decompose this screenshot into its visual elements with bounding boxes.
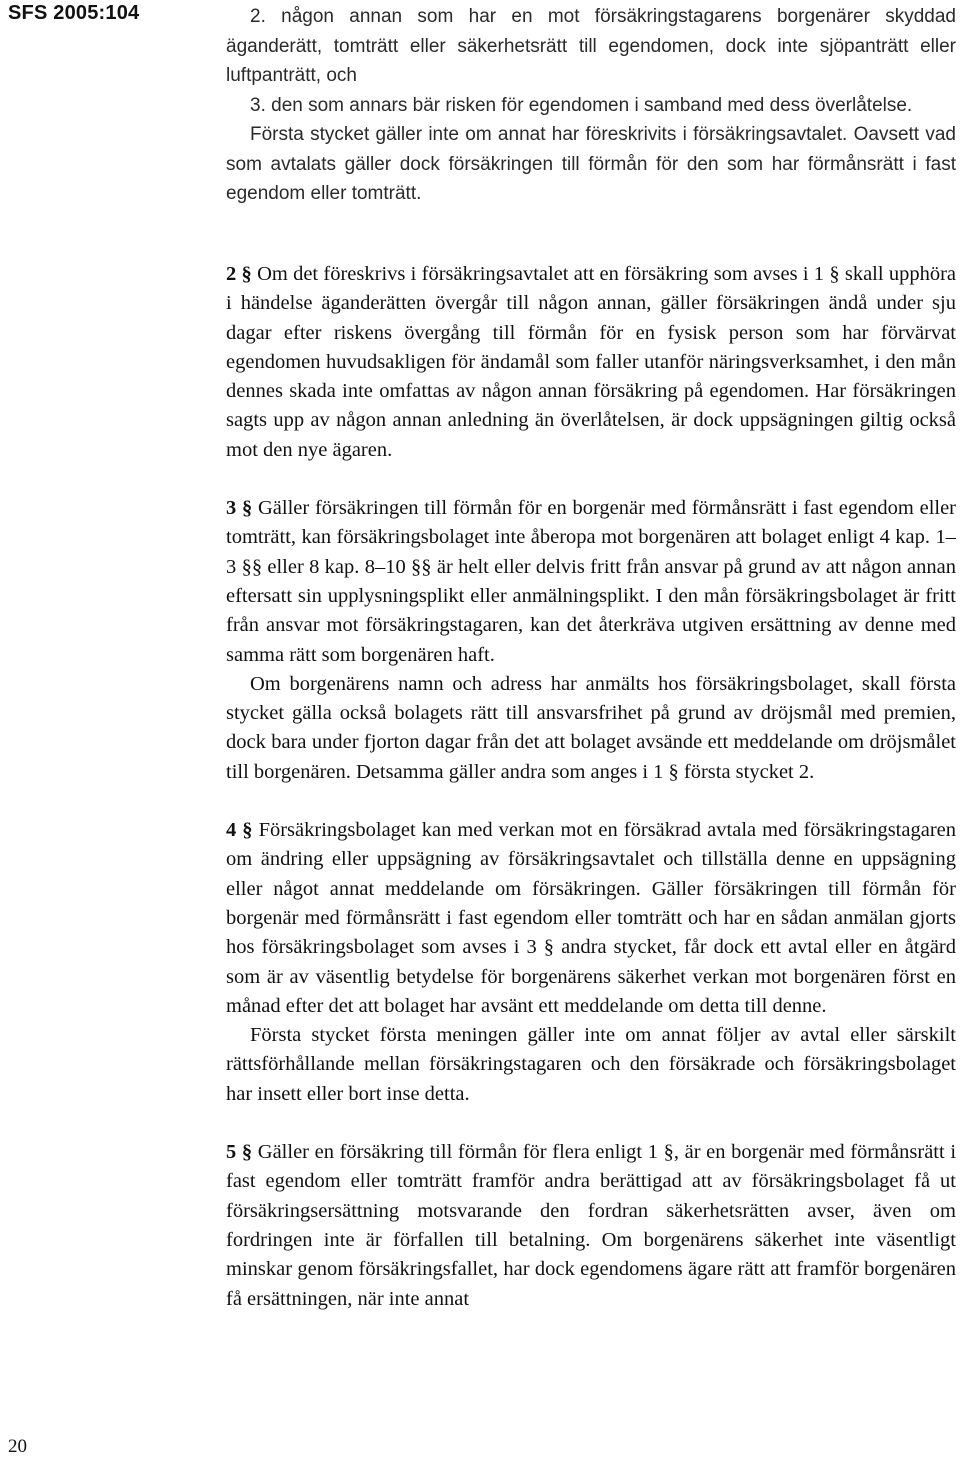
list-item-2: 2. någon annan som har en mot försäkringstagarens borgenärer skyddad äganderätt, tomträtt eller säkerhetsrätt till egendomen, dock inte sjöpanträtt eller luftpanträtt, och bbox=[226, 6, 956, 86]
page-number: 20 bbox=[8, 1436, 27, 1457]
section-text: Försäkringsbolaget kan med verkan mot en försäkrad avtala med försäkringstagaren om ändring eller uppsägning av försäkringsavtalet och tillställa denne en uppsägning eller något annat meddelande om försäkringen. Gäller försäkringen till förmån för borgenär med förmånsrätt i fast egendom eller tomträtt och har en sådan anmälan gjorts hos försäkringsbolaget som avses i 3 § andra stycket, får dock ett avtal eller en åtgärd som är av väsentlig betydelse för borgenärens säkerhet verkan mot borgenären först en månad efter det att bolaget har avsänt ett meddelande om detta till denne. bbox=[226, 819, 957, 1017]
list-item-3: 3. den som annars bär risken för egendomen i samband med dess överlåtelse. bbox=[250, 94, 913, 116]
sfs-number: SFS 2005:104 bbox=[8, 2, 140, 24]
section-body bbox=[226, 260, 956, 1314]
section-4-paragraph-2: Första stycket första meningen gäller inte om annat följer av avtal eller särskilt rättsförhållande mellan försäkringstagaren och den försäkrade och försäkringsbolaget har insett eller bort inse detta. bbox=[226, 1024, 956, 1105]
section-3-paragraph-2: Om borgenärens namn och adress har anmälts hos försäkringsbolaget, skall första stycket gälla också bolagets rätt till ansvarsfrihet på grund av dröjsmål med premien, dock bara under fjorton dagar från det att bolaget avsände ett meddelande om dröjsmålet till borgenären. Detsamma gäller andra som anges i 1 § första stycket 2. bbox=[226, 672, 956, 783]
section-text: Gäller försäkringen till förmån för en borgenär med förmånsrätt i fast egendom eller tomträtt, kan försäkringsbolaget inte åberopa mot borgenären att bolaget enligt 4 kap. 1–3 §§ eller 8 kap. 8–10 §§ är helt eller delvis fritt från ansvar på grund av att någon annan eftersatt sin upplysningsplikt eller anmälningsplikt. I den mån försäkringsbolaget är fritt från ansvar mot försäkringstagaren, kan det återkräva utgiven ersättning av denne med samma rätt som borgenären haft. bbox=[226, 497, 957, 666]
section-number: 2 § bbox=[226, 263, 252, 285]
section-number: 3 § bbox=[226, 497, 253, 520]
section-2 bbox=[226, 260, 956, 465]
section-4 bbox=[226, 816, 956, 1021]
intro-paragraph: Första stycket gäller inte om annat har föreskrivits i försäkringsavtalet. Oavsett vad som avtalats gäller dock försäkringen till förmån för den som har förmånsrätt i fast egendom eller tomträtt. bbox=[226, 124, 956, 204]
section-number: 4 § bbox=[226, 819, 253, 842]
section-3 bbox=[226, 494, 956, 670]
section-number: 5 § bbox=[226, 1141, 253, 1164]
intro-block bbox=[226, 2, 956, 209]
section-text: Om det föreskrivs i försäkringsavtalet att en försäkring som avses i 1 § skall upphöra i händelse äganderätten övergår till någon annan, gäller försäkringen ändå under sju dagar efter riskens övergång till förmån för en fysisk person som har förvärvat egendomen huvudsakligen för ändamål som faller utanför näringsverksamhet, i den mån dennes skada inte omfattas av någon annan försäkring på egendomen. Har försäkringen sagts upp av någon annan anledning än överlåtelsen, är dock uppsägningen giltig också mot den nye ägaren. bbox=[226, 263, 957, 461]
section-5 bbox=[226, 1138, 956, 1314]
section-text: Gäller en försäkring till förmån för flera enligt 1 §, är en borgenär med förmånsrätt i fast egendom eller tomträtt framför andra berättigad att av försäkringsbolaget få ut försäkringsersättning motsvarande den fordran säkerhetsrätten avser, även om fordringen inte är förfallen till betalning. Om borgenärens säkerhet inte väsentligt minskar genom försäkringsfallet, har dock egendomens ägare rätt att framför borgenären få ersättningen, när inte annat bbox=[226, 1141, 957, 1310]
